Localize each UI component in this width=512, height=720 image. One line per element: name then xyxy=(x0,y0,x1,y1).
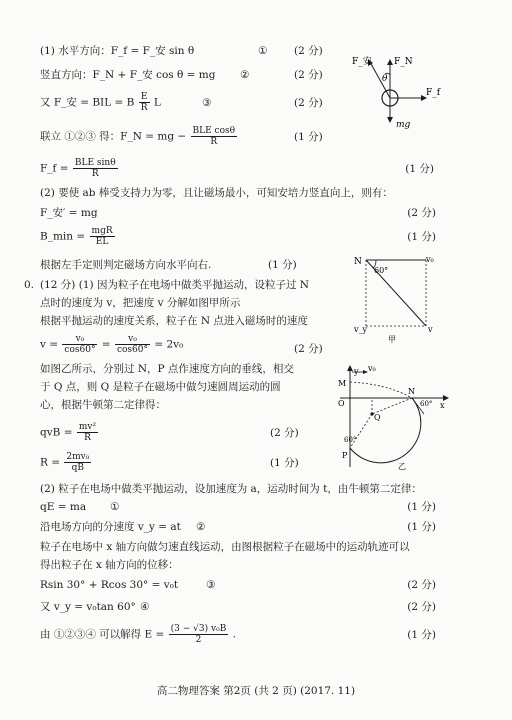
question-number: 0. xyxy=(24,279,35,291)
score: (1 分) xyxy=(407,501,436,513)
score: (1 分) xyxy=(407,231,436,243)
score: (2 分) xyxy=(270,427,299,439)
x-label: x xyxy=(440,401,445,410)
p-label: P xyxy=(342,451,348,460)
y-axis-head xyxy=(347,365,353,371)
force-diagram xyxy=(352,50,442,130)
text: = 2v₀ xyxy=(154,338,184,351)
denominator: cos60° xyxy=(64,345,96,355)
trajectory-diagram xyxy=(332,362,452,472)
score: (2 分) xyxy=(407,579,436,591)
q20b-line-5: 得出粒子在 x 轴方向的位移： xyxy=(40,559,179,571)
text: v = xyxy=(40,338,59,351)
m-label: M xyxy=(338,379,347,388)
score: (1 分) xyxy=(407,629,436,641)
score: (1 分) xyxy=(270,457,299,469)
score: (2 分) xyxy=(294,343,323,355)
n-label: N xyxy=(408,387,415,396)
text: qvB = xyxy=(40,426,73,439)
angle-label: 60° xyxy=(374,266,389,275)
q-label: Q xyxy=(374,413,381,422)
p2-line-1: (2) 要使 ab 棒受支持力为零，且让磁场最小，可知安培力竖直向上，则有： xyxy=(40,187,393,199)
q20-line-5: 如图乙所示，分别过 N，P 点作速度方向的垂线，相交 xyxy=(40,363,294,375)
numerator: mgR xyxy=(91,226,113,236)
v0-label: v₀ xyxy=(368,364,376,373)
q20b-line-6: Rsin 30° + Rcos 30° = v₀t xyxy=(40,579,179,591)
angle-label-p: 60° xyxy=(344,436,357,444)
q20b-line-1: (2) 粒子在电场中做类平抛运动，设加速度为 a，运动时间为 t，由牛顿第二定律： xyxy=(40,483,422,495)
eq-mark-2: ② xyxy=(196,521,206,533)
p1-line-1: (1) 水平方向：F_f = F_安 sin θ xyxy=(40,45,195,57)
fn-label: F_N xyxy=(394,57,413,67)
fraction xyxy=(73,158,118,179)
v-label: v xyxy=(428,325,433,334)
score: (2 分) xyxy=(407,207,436,219)
p1-line-2: 竖直方向：F_N + F_安 cos θ = mg xyxy=(40,69,216,81)
text: F_f = xyxy=(40,162,69,175)
q20-line-3: 根据平抛运动的速度关系，粒子在 N 点进入磁场时的速度 xyxy=(40,315,308,327)
circular-arc xyxy=(350,398,421,463)
fraction xyxy=(77,422,98,443)
fraction xyxy=(191,126,238,147)
fraction xyxy=(90,226,115,247)
q20b-line-4: 粒子在电场中 x 轴方向做匀速直线运动，由图根据粒子在磁场中的运动轨迹可以 xyxy=(40,541,410,553)
q20-line-4 xyxy=(40,334,183,355)
y-label: y xyxy=(354,367,359,376)
angle-label-n: 60° xyxy=(420,400,433,408)
p1-line-3 xyxy=(40,92,161,113)
fraction xyxy=(139,92,150,113)
score: (1 分) xyxy=(405,163,434,175)
p2-line-2: F_安′ = mg xyxy=(40,207,98,219)
text: = xyxy=(101,338,111,351)
q20b-line-3: 沿电场方向的分速度 v_y = at xyxy=(40,521,181,533)
p1-line-4 xyxy=(40,126,238,147)
numerator: BLE sinθ xyxy=(74,158,116,168)
mg-arrow-head xyxy=(387,117,393,123)
eq-mark-4: ④ xyxy=(140,601,150,613)
p1-line-5 xyxy=(40,158,119,179)
q20b-line-7: 又 v_y = v₀tan 60° xyxy=(40,601,136,613)
numerator: E xyxy=(139,92,150,103)
ff-label: F_f xyxy=(426,88,441,98)
denominator: 2 xyxy=(195,635,202,645)
eq-mark-1: ① xyxy=(110,501,120,513)
n-label: N xyxy=(354,257,362,267)
numerator: BLE cosθ xyxy=(192,126,236,136)
score: (1 分) xyxy=(407,521,436,533)
text: L xyxy=(153,96,161,109)
velocity-diagram xyxy=(346,252,442,344)
eq-mark-3: ③ xyxy=(202,97,212,109)
mg-label: mg xyxy=(396,120,411,130)
score: (1 分) xyxy=(294,131,323,143)
denominator: cos60° xyxy=(116,345,148,355)
caption: 乙 xyxy=(398,462,406,471)
radius-nq xyxy=(372,398,412,414)
denominator: EL xyxy=(95,237,109,247)
q20-line-6: 于 Q 点，则 Q 是粒子在磁场中做匀速圆周运动的圆 xyxy=(40,381,281,393)
denominator: R xyxy=(210,137,218,147)
denominator: R xyxy=(140,103,148,113)
q20-line-9 xyxy=(40,452,92,473)
text: R = xyxy=(40,456,61,469)
q20-line-8 xyxy=(40,422,99,443)
numerator: mv² xyxy=(78,422,97,432)
score: (2 分) xyxy=(294,45,323,57)
denominator: R xyxy=(91,169,99,179)
text: . xyxy=(232,628,236,641)
text: 由 ①②③④ 可以解得 E = xyxy=(40,628,165,641)
q20-line-1: (12 分) (1) 因为粒子在电场中做类平抛运动，设粒子过 N xyxy=(40,279,309,291)
denominator: R xyxy=(84,433,91,443)
fan-label: F_安 xyxy=(352,57,372,67)
o-label: O xyxy=(338,399,345,408)
eq-mark-3: ③ xyxy=(206,579,216,591)
vy-label: v_y xyxy=(354,325,368,334)
p2-line-4: 根据左手定则判定磁场方向水平向右. xyxy=(40,259,212,271)
numerator: 2mv₀ xyxy=(66,452,90,462)
parabola-path xyxy=(350,382,412,398)
eq-mark-1: ① xyxy=(258,45,268,57)
numerator: v₀ xyxy=(62,334,97,345)
q20b-line-2: qE = ma xyxy=(40,501,87,513)
text: B_min = xyxy=(40,230,86,243)
fn-arrow-head xyxy=(387,59,393,65)
v0-label: v₀ xyxy=(426,255,434,264)
score: (1 分) xyxy=(268,259,297,271)
numerator: (3 − √3) v₀B xyxy=(170,624,227,634)
score: (2 分) xyxy=(294,69,323,81)
p2-line-3 xyxy=(40,226,116,247)
caption: 甲 xyxy=(388,335,396,344)
theta-label: θ xyxy=(382,74,388,84)
fraction xyxy=(115,334,150,355)
page-footer: 高二物理答案 第2页 (共 2 页) (2017. 11) xyxy=(156,685,356,697)
fraction xyxy=(62,334,97,355)
q20-line-7: 心，根据牛顿第二定律得： xyxy=(40,399,166,411)
numerator: v₀ xyxy=(115,334,150,345)
text: 联立 ①②③ 得：F_N = mg − xyxy=(40,130,187,143)
q20-line-2: 点时的速度为 v，把速度 v 分解如图甲所示 xyxy=(40,297,241,309)
text: 又 F_安 = BIL = B xyxy=(40,96,135,109)
fraction xyxy=(64,452,91,473)
score: (2 分) xyxy=(407,601,436,613)
denominator: qB xyxy=(71,463,85,473)
q20b-line-8 xyxy=(40,624,236,645)
score: (2 分) xyxy=(294,97,323,109)
fraction xyxy=(169,624,229,645)
eq-mark-2: ② xyxy=(240,69,250,81)
